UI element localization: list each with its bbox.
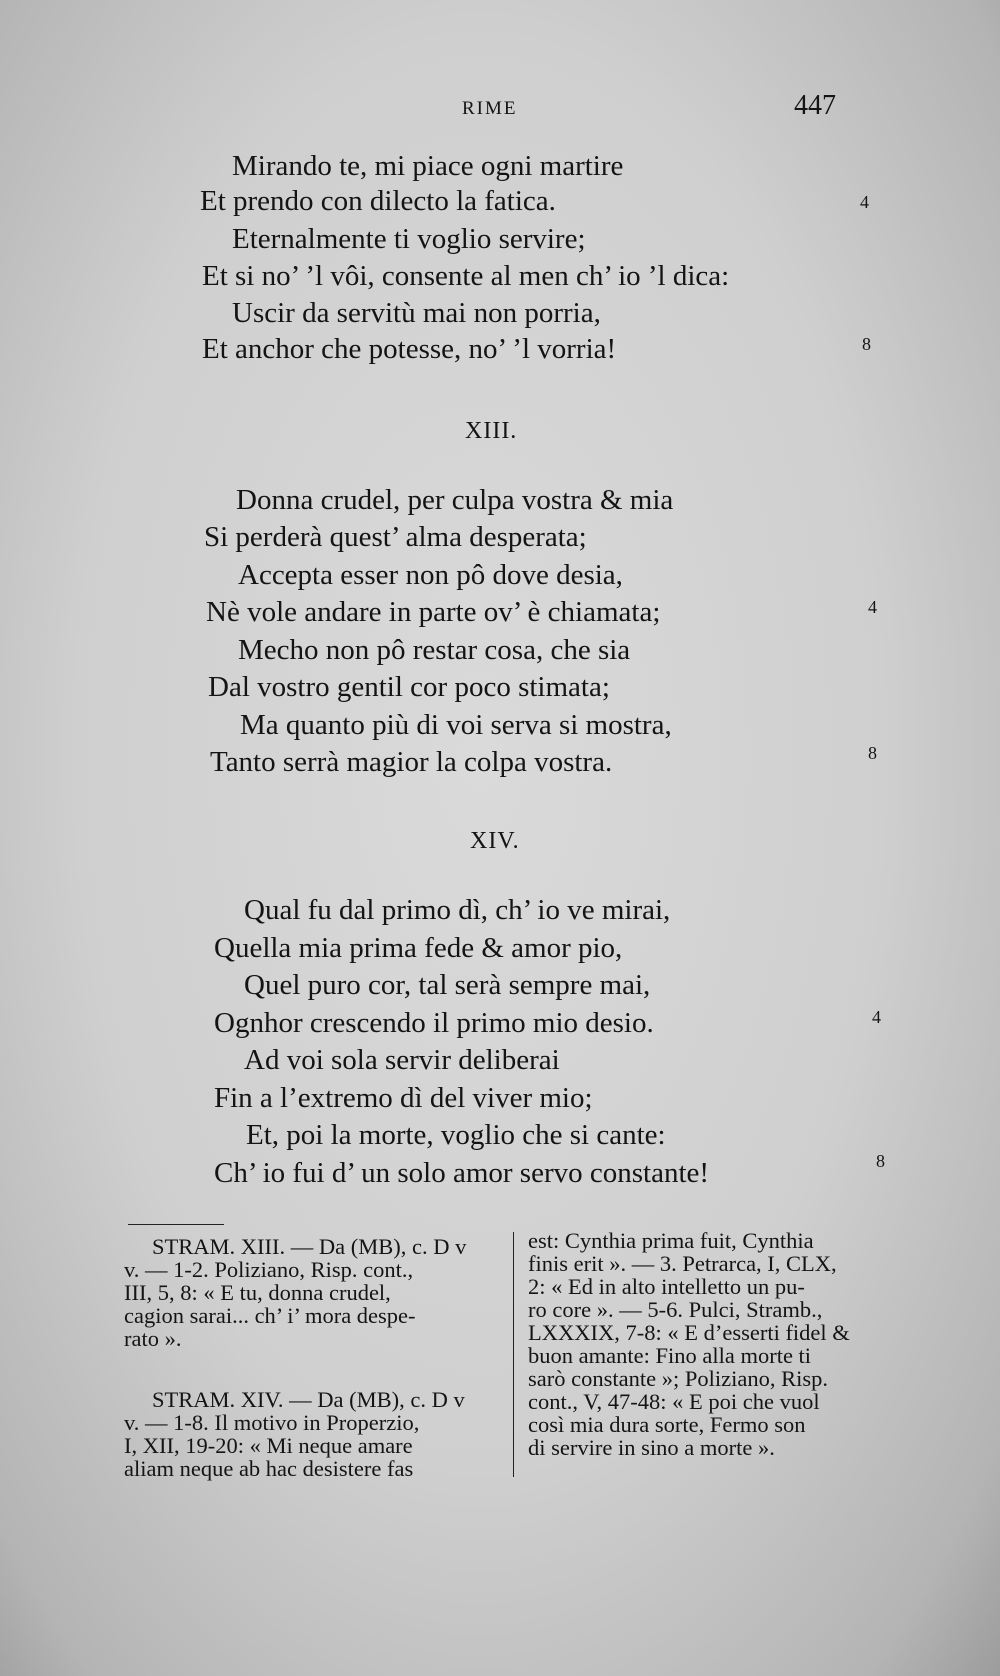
verse-line: Ognhor crescendo il primo mio desio. [214, 1007, 654, 1039]
verse-line: Fin a l’extremo dì del viver mio; [214, 1082, 593, 1114]
verse-line: Et si no’ ’l vôi, consente al men ch’ io ’l dica: [202, 260, 730, 292]
verse-line: Quella mia prima fede & amor pio, [214, 932, 623, 964]
footnote-line: LXXXIX, 7-8: « E d’esserti fidel & [528, 1320, 850, 1345]
footnote-line: sarò constante »; Poliziano, Risp. [528, 1366, 828, 1391]
verse-line: Eternalmente ti voglio servire; [232, 223, 586, 255]
verse-line: Ad voi sola servir deliberai [244, 1044, 560, 1076]
verse-line: Tanto serrà magior la colpa vostra. [210, 746, 613, 778]
line-number: 8 [862, 334, 871, 354]
verse-line: Mirando te, mi piace ogni martire [232, 150, 624, 182]
verse-line: Donna crudel, per culpa vostra & mia [236, 484, 674, 516]
verse-line: Si perderà quest’ alma desperata; [204, 521, 587, 553]
line-number: 4 [868, 597, 877, 617]
page-number: 447 [794, 90, 836, 121]
verse-line: Qual fu dal primo dì, ch’ io ve mirai, [244, 894, 671, 926]
footnote-line: finis erit ». — 3. Petrarca, I, CLX, [528, 1251, 837, 1276]
footnote-line: I, XII, 19-20: « Mi neque amare [124, 1433, 413, 1458]
line-number: 4 [860, 192, 869, 212]
footnote-line: III, 5, 8: « E tu, donna crudel, [124, 1280, 391, 1305]
line-number: 8 [876, 1151, 885, 1171]
verse-line: Mecho non pô restar cosa, che sia [238, 634, 631, 666]
line-number: 4 [872, 1007, 881, 1027]
footnote-line: di servire in sino a morte ». [528, 1435, 775, 1460]
verse-line: Ch’ io fui d’ un solo amor servo constante! [214, 1157, 710, 1189]
verse-line: Et prendo con dilecto la fatica. [200, 185, 556, 217]
verse-line: Et, poi la morte, voglio che si cante: [246, 1119, 666, 1151]
footnote-line: STRAM. XIV. — Da (MB), c. D v [152, 1387, 465, 1412]
footnote-line: aliam neque ab hac desistere fas [124, 1456, 414, 1481]
footnote-line: v. — 1-8. Il motivo in Properzio, [124, 1410, 420, 1435]
footnote-line: cagion sarai... ch’ i’ mora despe- [124, 1303, 416, 1328]
verse-line: Accepta esser non pô dove desia, [238, 559, 623, 591]
verse-line: Quel puro cor, tal serà sempre mai, [244, 969, 651, 1001]
footnote-line: così mia dura sorte, Fermo son [528, 1412, 806, 1437]
footnote-line: 2: « Ed in alto intelletto un pu- [528, 1274, 805, 1299]
line-number: 8 [868, 743, 877, 763]
verse-line: Et anchor che potesse, no’ ’l vorria! [202, 333, 617, 365]
footnote-line: ro core ». — 5-6. Pulci, Stramb., [528, 1297, 823, 1322]
poem-heading: XIII. [465, 418, 518, 444]
footnote-line: rato ». [124, 1326, 182, 1351]
footnote-rule [128, 1224, 224, 1225]
footnote-line: STRAM. XIII. — Da (MB), c. D v [152, 1234, 467, 1259]
footnote-line: buon amante: Fino alla morte ti [528, 1343, 812, 1368]
footnote-line: est: Cynthia prima fuit, Cynthia [528, 1228, 814, 1253]
poem-heading: XIV. [470, 828, 520, 854]
footnote-column-divider [513, 1232, 514, 1477]
footnote-line: v. — 1-2. Poliziano, Risp. cont., [124, 1257, 414, 1282]
running-head: RIME [462, 98, 518, 119]
verse-line: Dal vostro gentil cor poco stimata; [208, 671, 610, 703]
footnote-line: cont., V, 47-48: « E poi che vuol [528, 1389, 820, 1414]
verse-line: Ma quanto più di voi serva si mostra, [240, 709, 672, 741]
verse-line: Nè vole andare in parte ov’ è chiamata; [206, 596, 661, 628]
verse-line: Uscir da servitù mai non porria, [232, 297, 601, 329]
